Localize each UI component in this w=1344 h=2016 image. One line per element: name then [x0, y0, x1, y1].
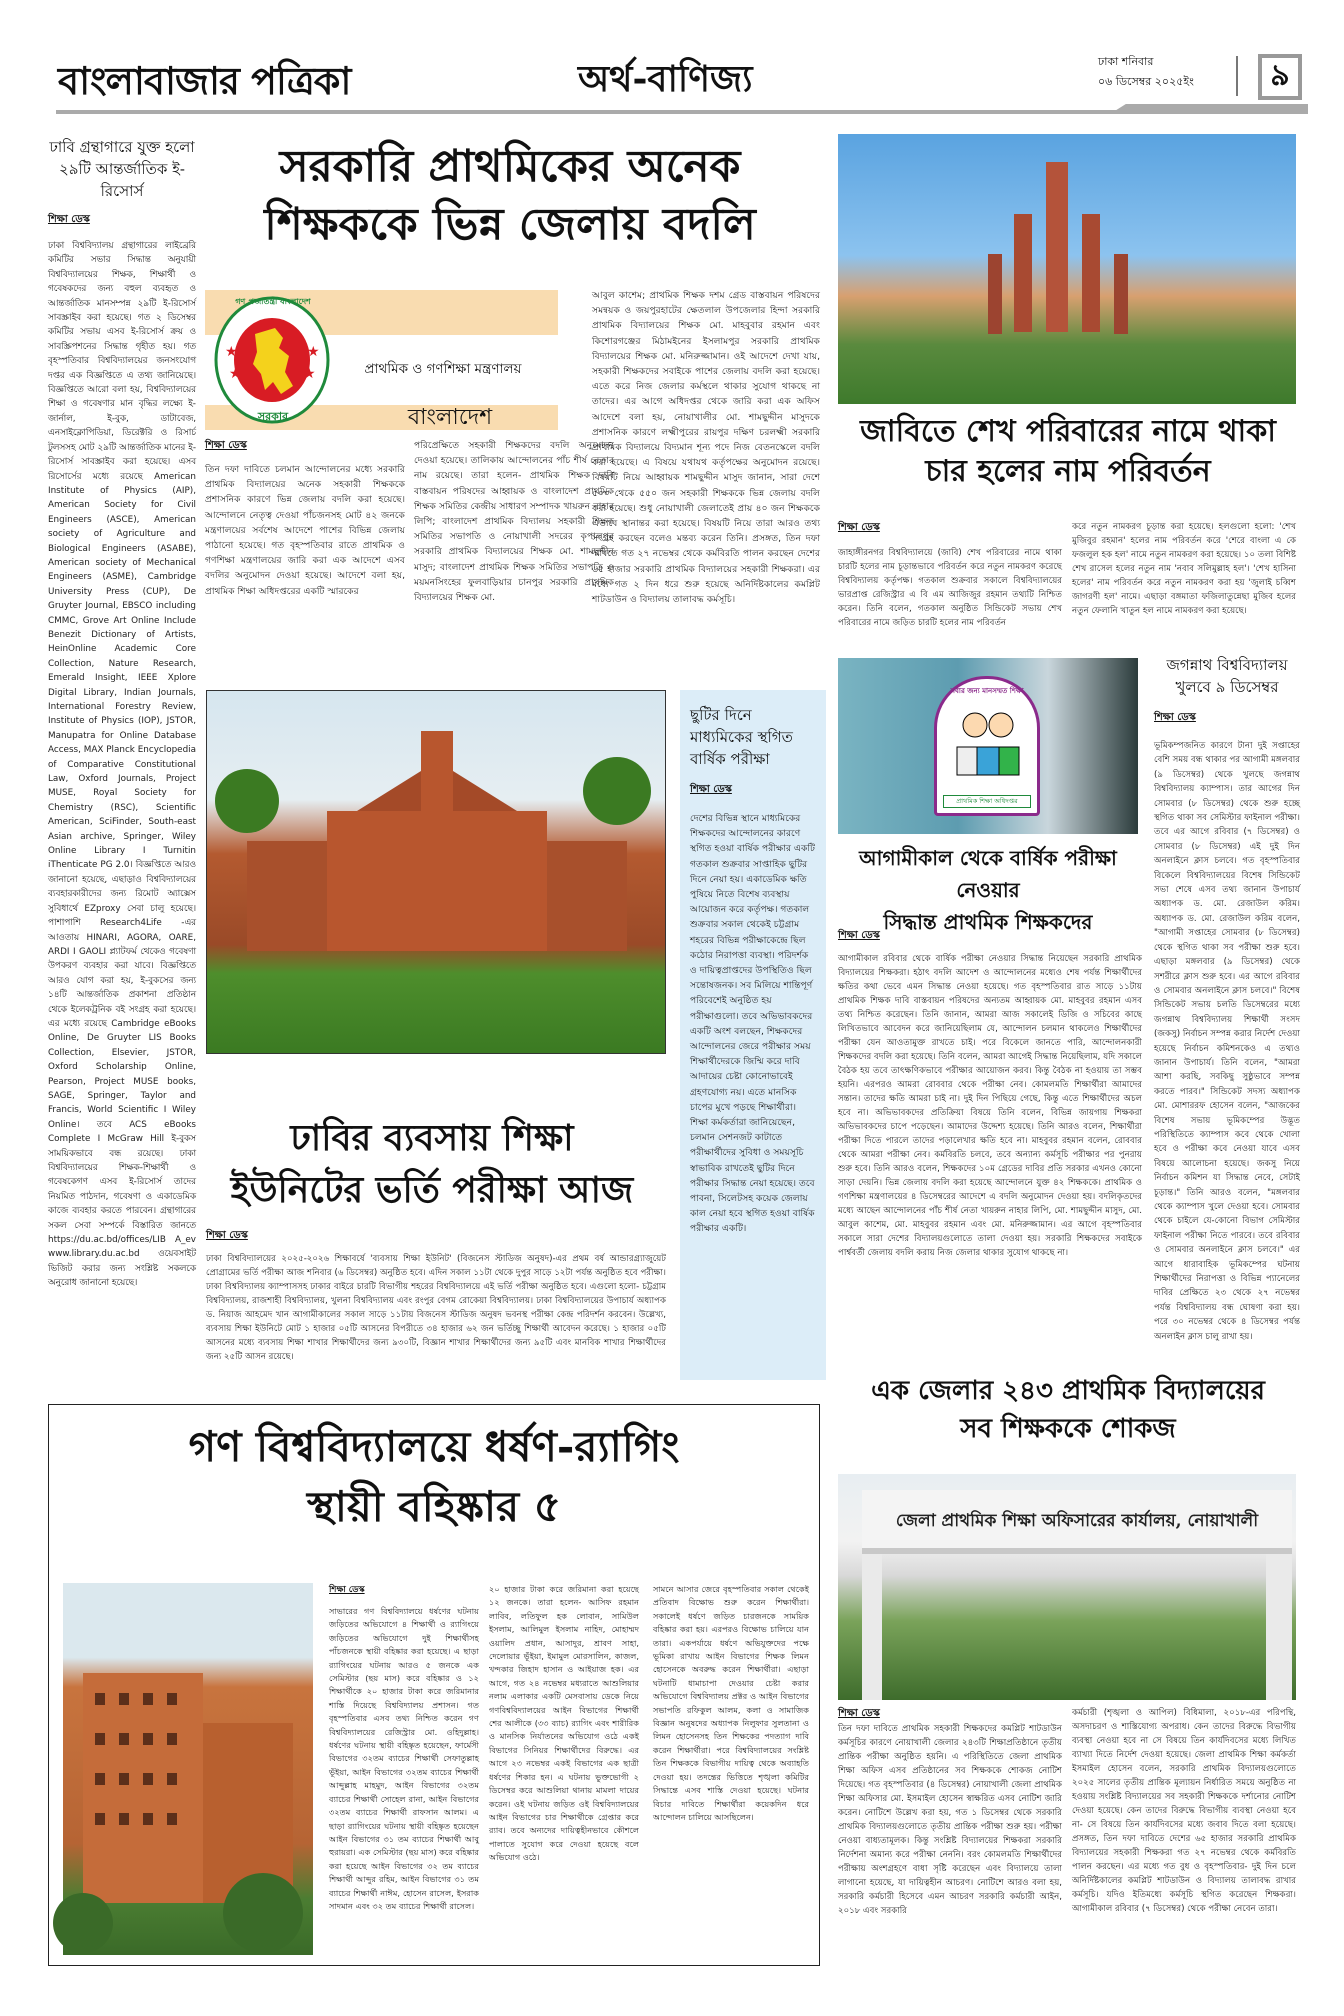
date-block: [1098, 52, 1194, 92]
article-noakhali-headline: [830, 1372, 1306, 1448]
headline: ঢাবি গ্রন্থাগারে যুক্ত হলো ২৯টি আন্তর্জাতিক ই-রিসোর্স: [49, 138, 195, 200]
headline-line-2: সিদ্ধান্ত প্রাথমিক শিক্ষকদের: [883, 910, 1093, 934]
article-primary-exam-body: আগামীকাল রবিবার থেকে বার্ষিক পরীক্ষা নেওয়ার সিদ্ধান্ত নিয়েছেন সরকারি প্রাথমিক বিদ্যালয়ের শিক্ষকরা। হঠাৎ বদলি আদেশ ও আন্দোলনের মধ্যেও শেষ পর্যন্ত শিক্ষার্থীদের ক্ষতির কথা ভেবে এমন সিদ্ধান্ত নেওয়া হয়েছে। গত বৃহস্পতিবার রাত সাড়ে ১১টায় প্রাথমিক শিক্ষক দাবি বাস্তবায়ন পরিষদের অন্যতম আহ্বায়ক মো. মাহবুবর রহমান এসব তথ্য নিশ্চিত করেছেন। তিনি জানান, আমরা আজ সকালেই ডিজি ও সচিবের কাছে লিখিতভাবে আবেদন করে জানিয়েছিলাম যে, আন্দোলন চলমান থাকলেও শিক্ষার্থীদের পরীক্ষা যেন আওতামুক্ত রাখতে চাই। পরে বিকেলে জানতে পারি, আন্দোলনকারী শিক্ষকদের বদলি করা হয়েছে। তিনি বলেন, আমরা আগেই সিদ্ধান্ত নিয়েছিলাম, যদি সকালে বৈঠক হয় তবে তাৎক্ষণিকভাবে পরীক্ষার আয়োজন করব। কিন্তু বৈঠক না হওয়ায় তা সম্ভব হয়নি। এরপরও আমরা রোববার থেকে পরীক্ষা নেব। কোমলমতি শিক্ষার্থীরা আমাদের সন্তান। তাদের ক্ষতি আমরা চাই না। দুই দিন পিছিয়ে গেছে, কিন্তু এতে শিক্ষার্থীদের অচল হবে না। অভিভাবকদের প্রতিক্রিয়া বিষয়ে তিনি বলেন, বিভিন্ন জায়গায় শিক্ষকরা অভিভাবকদের চাপে পড়েছেন। আমাদের উদ্দেশ্য হয়েছে। তিনি আরও বলেন, শিক্ষার্থীরা পরীক্ষা দিতে পারলে তাদের পড়ালেখার ক্ষতি হবে না। মাহবুবর রহমান বলেন, রোববার থেকে আমরা পরীক্ষা নেব। কর্মবিরতি চলবে, তবে অন্যান্য কর্মসূচি পরীক্ষার পর পুনরায় শুরু হবে। তিনি আরও বলেন, শিক্ষকদের ১০ম গ্রেডের দাবির প্রতি সরকার এখনও কোনো সাড়া দেয়নি। ভিন্ন জেলায় বদলি করা হয়েছে আন্দোলনে যুক্ত ৪২ শিক্ষককে। প্রাথমিক ও গণশিক্ষা মন্ত্রণালয়ের ৪ ডিসেম্বরের আদেশে এ বদলি অনুমোদন দেওয়া হয়। বদলিকৃতদের মধ্যে আছেন আন্দোলনের পাঁচ শীর্ষ নেতা খায়রুন নাহার লিপি, মো. শামছুদ্দীন মাসুদ, মো. আবুল কাশেম, মো. মাহবুবর রহমান এবং মো. মনিরুজ্জামান। এর আগে বৃহস্পতিবার সকালে সারা দেশের বিদ্যালয়গুলোতে তালা দেওয়া হয়। সরকারি শিক্ষকদের সবাইকে পার্শ্ববর্তী জেলায় বদলি করায় নিজ জেলার থাকার সুযোগ থাকছে না।: [838, 954, 1142, 1258]
du-curzon-hall-photo: [206, 690, 666, 1054]
date-line-city-day: ঢাকা শনিবার: [1098, 55, 1154, 68]
children-reading-icon: [953, 703, 1023, 783]
article-du-business-byline: [206, 1228, 248, 1245]
article-noakhali-byline: [838, 1706, 880, 1723]
svg-text:★: ★: [225, 344, 238, 360]
svg-text:★: ★: [229, 366, 242, 382]
building-illustration: [63, 1583, 313, 1955]
article-jnu-open: [1154, 654, 1300, 1354]
article-body: ভূমিকম্পজনিত কারণে টানা দুই সপ্তাহের বেশি সময় বন্ধ থাকার পর আগামী মঙ্গলবার (৯ ডিসেম্বর) থেকে খুলছে জগন্নাথ বিশ্ববিদ্যালয় ক্যাম্পাস। তার আগের দিন সোমবার (৮ ডিসেম্বর) থেকে শুরু হচ্ছে স্থগিত থাকা সব সেমিস্টার ফাইনাল পরীক্ষা। তবে এর আগে রবিবার (৭ ডিসেম্বর) ও সোমবার (৮ ডিসেম্বর) এই দুই দিন অনলাইনে ক্লাস চলবে। গত বৃহস্পতিবার বিকেলে বিশ্ববিদ্যালয়ের বিশেষ সিন্ডিকেট সভা শেষে এসব তথ্য জানান উপাচার্য অধ্যাপক ড. মো. রেজাউল করিম। অধ্যাপক ড. মো. রেজাউল করিম বলেন, "আগামী সপ্তাহের সোমবার (৮ ডিসেম্বর) থেকে স্থগিত থাকা সব পরীক্ষা শুরু হবে। এছাড়া মঙ্গলবার (৯ ডিসেম্বর) থেকে সশরীরে ক্লাস শুরু হবে। এর আগে রবিবার ও সোমবার অনলাইনে ক্লাস চলবে।" বিশেষ সিন্ডিকেট সভায় চলতি ডিসেম্বরের মধ্যে জগন্নাথ বিশ্ববিদ্যালয় শিক্ষার্থী সংসদ (জকসু) নির্বাচন সম্পন্ন করার নির্দেশ দেওয়া হয়েছে নির্বাচন কমিশনকেও এ তথ্যও জানান উপাচার্য। তিনি বলেন, "আমরা আশা করছি, সবকিছু সুষ্ঠুভাবে সম্পন্ন করতে পারব।" সিন্ডিকেট সদস্য অধ্যাপক মো. মোশাররফ হোসেন বলেন, "আজকের বিশেষ সভায় ভূমিকম্পের উদ্ভূত পরিস্থিতিতে ক্যাম্পাস কবে থেকে খোলা হবে ও পরীক্ষা কবে নেওয়া যাবে এসব বিষয়ে আলোচনা হয়েছে। জকসু নিয়ে নির্বাচন কমিশন যা সিদ্ধান্ত নেবে, সেটাই চূড়ান্ত।" তিনি আরও বলেন, "মঙ্গলবার থেকে ক্যাম্পাস খুলে দেওয়া হবে। সোমবার থেকে চাইলে যে-কোনো বিভাগ সেমিস্টার ফাইনাল পরীক্ষা নিতে পারবে। তবে রবিবার ও সোমবার অনলাইনে ক্লাস চলবে।" এর আগে ধারাবাহিক ভূমিকম্পের ঘটনায় শিক্ষার্থীদের নিরাপত্তা ও বিভিন্ন প্যানেলের দাবির প্রেক্ষিতে ২৩ থেকে ২৭ নভেম্বর পর্যন্ত বিশ্ববিদ্যালয় বন্ধ ঘোষণা করা হয়। পরে ৩০ নভেম্বর থেকে ৪ ডিসেম্বর পর্যন্ত অনলাইন ক্লাস চালু রাখা হয়।: [1154, 741, 1300, 1342]
article-primary-exam-headline: [830, 842, 1146, 938]
logo-band-text: প্রাথমিক শিক্ষা অধিদপ্তর: [943, 795, 1031, 808]
ministry-name: প্রাথমিক ও গণশিক্ষা মন্ত্রণালয়: [364, 361, 522, 377]
headline-line-1: সরকারি প্রাথমিকের অনেক: [279, 141, 741, 192]
headline-line-1: গণ বিশ্ববিদ্যালয়ে ধর্ষণ-র‍্যাগিং: [188, 1422, 680, 1471]
headline-line-2: ইউনিটের ভর্তি পরীক্ষা আজ: [230, 1169, 634, 1211]
article-ju-halls-byline: [838, 520, 880, 537]
article-ju-halls-col2: করে নতুন নামকরণ চূড়ান্ত করা হয়েছে। হলগুলো হলো: 'শেখ মুজিবুর রহমান' হলের নাম পরিবর্তন করে 'শেরে বাংলা এ কে ফজলুল হক হল' নামে নতুন নামকরণ করা হয়েছে। ১০ তলা বিশিষ্ট শেখ রাসেল হলের নতুন নাম 'নবাব সলিমুল্লাহ হল'। 'শেখ হাসিনা হলের' নাম পরিবর্তন করে নতুন নামকরণ করা হয় 'জুলাই চব্বিশ জাগরণী হল' নামে। এছাড়া বঙ্গমাতা ফজিলাতুন্নেছা মুজিব হলের নতুন ফেলানি খাতুন হল নামে নামকরণ করা হয়েছে।: [1072, 522, 1296, 616]
article-gono-col3: সামনে আসার জেরে বৃহস্পতিবার সকাল থেকেই প্রতিবাদ বিক্ষোভ শুরু করেন শিক্ষার্থীরা। সকালেই ধর্ষণে জড়িত চারজনকে সাময়িক বহিষ্কার করা হয়। এরপরও বিক্ষোভ চালিয়ে যান তারা। একপর্যায়ে ধর্ষণে অভিযুক্তদের পক্ষে ভূমিকা রাখায় আইন বিভাগের শিক্ষক লিমন হোসেনকে অবরুদ্ধ করেন শিক্ষার্থীরা। এছাড়া ঘটনাটি ধামাচাপা দেওয়ার চেষ্টা করার অভিযোগে বিশ্ববিদ্যালয় প্রক্টর ও আইন বিভাগের সভাপতি রফিকুল আলম, কলা ও সামাজিক বিজ্ঞান অনুষদের অধ্যাপক নিলুফার সুলতানা ও লিমন হোসেনসহ তিন শিক্ষকের পদত্যাগ দাবি করেন শিক্ষার্থীরা। পরে বিশ্ববিদ্যালয়ের সংশ্লিষ্ট তিন শিক্ষককে বিভাগীয় দায়িত্ব থেকে অব্যাহতি দেওয়া হয়। তদন্তের ভিত্তিতে শৃঙ্খলা কমিটির সিদ্ধান্তে এসব শাস্তি দেওয়া হয়েছে। ঘটনার বিচার দাবিতে শিক্ষার্থীরা কয়েকদিন ধরে আন্দোলন চালিয়ে আসছিলেন।: [653, 1584, 809, 1822]
logo-ring-text-top: গণ প্রজাতন্ত্রী বাংলাদেশ: [235, 297, 311, 306]
byline: শিক্ষা ডেস্ক: [205, 440, 247, 451]
classroom-photo: [838, 658, 1138, 834]
ministry-logo-banner: [205, 290, 558, 430]
headline: [49, 1417, 819, 1537]
headline-line-1: জাবিতে শেখ পরিবারের নামে থাকা: [860, 414, 1276, 449]
country-name: বাংলাদেশ: [407, 405, 493, 430]
article-body: ঢাকা বিশ্ববিদ্যালয় গ্রন্থাগারের লাইব্রেরি কমিটির সভার সিদ্ধান্ত অনুযায়ী বিশ্ববিদ্যালয়ের শিক্ষক, শিক্ষার্থী ও গবেষকদের জন্য বহুল ব্যবহৃত ও আন্তর্জাতিক মানসম্পন্ন ২৯টি ই-রিসোর্স সাবস্ক্রাইব করা হয়েছে। গত ২ ডিসেম্বর কমিটির সভায় এসব ই-রিসোর্স ক্রয় ও সাবস্ক্রিপশনের সিদ্ধান্ত গৃহীত হয়। গত বৃহস্পতিবার বিশ্ববিদ্যালয়ের জনসংযোগ দপ্তর এক বিজ্ঞপ্তিতে এ তথ্য জানিয়েছে। বিজ্ঞপ্তিতে আরো বলা হয়, বিশ্ববিদ্যালয়ের শিক্ষা ও গবেষণার মান বৃদ্ধির লক্ষ্যে ই-জার্নাল, ই-বুক, ডাটাবেজ, এনসাইক্লোপিডিয়া, ডিরেক্টরি ও রিসার্চ টুলসসহ মোট ২৯টি আন্তর্জাতিক মানের ই-রিসোর্স সাবস্ক্রাইব করা হয়েছে। এসব রিসোর্সের মধ্যে রয়েছে American Institute of Physics (AIP), American Society for Civil Engineers (ASCE), American society of Agriculture and Biological Engineers (ASABE), American society of Mechanical Engineers (ASME), Cambridge University Press (CUP), De Gruyter Journal, EBSCO including CMMC, Grove Art Online Include Benezit Dictionary of Artists, HeinOnline Academic Core Collection, Nature Research, Emerald Insight, IEEE Xplore Digital Library, Indian Journals, International Forestry Review, Institute of Physics (IOP), JSTOR, Manupatra for Online Database Access, MAX Planck Encyclopedia of Comparative Constitutional Law, Oxford Journals, Project MUSE, Royal Society for Chemistry (RSC), Scientific American, SciFinder, South-east Asian archive, Springer, Wiley Online Library I Turnitin iThenticate PG 2.0। বিজ্ঞপ্তিতে আরও জানানো হয়েছে, এছাড়াও বিশ্ববিদ্যালয়ের ব্যবহারকারীদের জন্য রিমোট অ্যাক্সেস সুবিধার্থে EZproxy সেবা চালু হয়েছে। পাশাপাশি Research4Life -এর আওতায় HINARI, AGORA, OARE, ARDI I GAOLI প্ল্যাটফর্ম থেকেও গবেষণা উপকরণ ব্যবহার করা যাবে। বিজ্ঞপ্তিতে আরও যোগ করা হয়, ই-বুকসের জন্য ১৪টি আন্তর্জাতিক প্রকাশনা প্রতিষ্ঠান থেকে ইলেকট্রনিক বই সংগ্রহ করা হয়েছে। এর মধ্যে রয়েছে Cambridge eBooks Online, De Gruyter LIS Books Collection, Elsevier, JSTOR, Oxford Scholarship Online, Pearson, Project MUSE books, SAGE, Springer, Taylor and Francis, World Scientific I Wiley Online। তবে ACS eBooks Complete I McGraw Hill ই-বুকস সাময়িকভাবে বন্ধ রয়েছে। ঢাকা বিশ্ববিদ্যালয়ের শিক্ষক-শিক্ষার্থী ও গবেষকেগণ এসব ই-রিসোর্স তাদের নিয়মিত পাঠদান, গবেষণা ও একাডেমিক কাজে ব্যবহার করতে পারবেন। গ্রন্থাগারের সকল সেবা সম্পর্কে বিস্তারিত জানতে https://du.ac.bd/offices/LIB A_ev www.library.du.ac.bd ওয়েবসাইট ভিজিট করার জন্য সংশ্লিষ্ট সকলকে অনুরোধ জানানো হয়েছে।: [48, 241, 196, 1289]
headline: জগন্নাথ বিশ্ববিদ্যালয় খুলবে ৯ ডিসেম্বর: [1166, 656, 1288, 696]
article-ju-halls-headline: [830, 412, 1306, 492]
headline-line-2: শিক্ষককে ভিন্ন জেলায় বদলি: [264, 199, 756, 250]
byline: শিক্ষা ডেস্ক: [329, 1585, 365, 1595]
headline-line-1: এক জেলার ২৪৩ প্রাথমিক বিদ্যালয়ের: [871, 1376, 1265, 1406]
byline: শিক্ষা ডেস্ক: [838, 930, 880, 941]
article-du-business-headline: [200, 1112, 664, 1216]
govt-seal-icon: [213, 294, 331, 426]
article-teacher-transfer-col3: আবুল কাশেম; প্রাথমিক শিক্ষক দশম গ্রেড বাস্তবায়ন পরিষদের সমন্বয়ক ও জয়পুরহাটের ক্ষেতলাল উপজেলার হিন্দা সরকারি প্রাথমিক বিদ্যালয়ের শিক্ষক মো. মাহবুবার রহমান এবং কিশোরগঞ্জের মিঠামইনের ইসলামপুর সরকারি প্রাথমিক বিদ্যালয়ের শিক্ষক মো. মনিরুজ্জামান। ওই আদেশে দেখা যায়, সহকারী শিক্ষকদের সবাইকে পাশের জেলায় বদলি করা হয়েছে। এতে করে নিজ জেলার কর্মস্থলে থাকার সুযোগ থাকছে না তাদের। এর আগে অধিদপ্তর থেকে জারি করা এক অফিস আদেশে বলা হয়, নোয়াখালীর মো. শামছুদ্দীন মাসুদকে প্রশাসনিক কারণে লক্ষ্মীপুরের রায়পুর দক্ষিণ চরলক্ষ্মী সরকারি প্রাথমিক বিদ্যালয়ে বিদ্যমান শূন্য পদে নিজ বেতনস্কেলে বদলি করা হয়েছে। এ বিষয়ে যথাযথ কর্তৃপক্ষের অনুমোদন রয়েছে। বিষয়টি নিয়ে আহ্বায়ক শামছুদ্দীন মাসুদ জানান, সারা দেশে ৫০০ থেকে ৫৫০ জন সহকারী শিক্ষককে ভিন্ন জেলায় বদলি করা হয়েছে। শুধু নোয়াখালী জেলাতেই প্রায় ৪০ জন শিক্ষককে এভাবে স্থানান্তর করা হয়েছে। বিষয়টি নিয়ে তারা আরও তথ্য সংগ্রহ করছেন বলেও মন্তব্য করেন তিনি। প্রসঙ্গত, তিন দফা দাবিতে গত ২৭ নভেম্বর থেকে কর্মবিরতি পালন করছেন দেশের ৬৫ হাজার সরকারি প্রাথমিক বিদ্যালয়ের সহকারী শিক্ষকরা। এর মধ্যে গত ২ দিন ধরে শুরু হয়েছে অনির্দিষ্টকালের কমপ্লিট শাটডাউন ও বিদ্যালয় তালাবদ্ধ কর্মসূচি।: [592, 290, 820, 606]
byline: শিক্ষা ডেস্ক: [838, 1708, 880, 1719]
byline: শিক্ষা ডেস্ক: [838, 522, 880, 533]
byline: শিক্ষা ডেস্ক: [206, 1230, 248, 1241]
monument-illustration: [838, 134, 1296, 404]
gate-pillar-right: [1266, 1554, 1292, 1700]
primary-education-logo: [934, 676, 1040, 816]
headline-line-2: স্থায়ী বহিষ্কার ৫: [306, 1482, 562, 1531]
article-teacher-transfer-byline: [205, 438, 247, 455]
article-ju-halls-col1: জাহাঙ্গীরনগর বিশ্ববিদ্যালয়ে (জাবি) শেখ পরিবারের নামে থাকা চারটি হলের নাম চূড়ান্তভাবে পরিবর্তন করে নতুন নামকরণ করেছে বিশ্ববিদ্যালয় কর্তৃপক্ষ। গতকাল শুক্রবার সকালে বিশ্ববিদ্যালয়ের ভারপ্রাপ্ত রেজিস্ট্রার এ বি এম আজিজুর রহমান তথ্যটি নিশ্চিত করেন। তিনি বলেন, গতকাল অনুষ্ঠিত সিন্ডিকেট সভায় শেখ পরিবারের নামে জড়িত চারটি হলের নাম পরিবর্তন: [838, 548, 1062, 628]
byline-wrap: [329, 1583, 365, 1597]
headline-line-2: সব শিক্ষককে শোকজ: [960, 1414, 1176, 1444]
building-illustration: [207, 691, 667, 1055]
header-rule: [56, 110, 1308, 114]
headline: ছুটির দিনে মাধ্যমিকের স্থগিত বার্ষিক পরীক্ষা: [690, 706, 793, 768]
article-du-business-body: ঢাকা বিশ্ববিদ্যালয়ের ২০২৫-২০২৬ শিক্ষাবর্ষে 'ব্যবসায় শিক্ষা ইউনিট' (বিজনেস স্টাডিজ অনুষদ)-এর প্রথম বর্ষ আন্ডারগ্র্যাজুয়েট প্রোগ্রামের ভর্তি পরীক্ষা আজ শনিবার (৬ ডিসেম্বর) অনুষ্ঠিত হবে। এদিন সকাল ১১টা থেকে দুপুর সাড়ে ১২টা পর্যন্ত অনুষ্ঠিত হবে পরীক্ষা। ঢাকা বিশ্ববিদ্যালয় ক্যাম্পাসসহ ঢাকার বাইরে চারটি বিভাগীয় শহরের বিশ্ববিদ্যালয়ে এই ভর্তি পরীক্ষা অনুষ্ঠিত হবে। এগুলো হলো- চট্টগ্রাম বিশ্ববিদ্যালয়, রাজশাহী বিশ্ববিদ্যালয়, খুলনা বিশ্ববিদ্যালয় এবং রংপুর বেগম রোকেয়া বিশ্ববিদ্যালয়। ঢাকা বিশ্ববিদ্যালয়ের উপাচার্য অধ্যাপক ড. নিয়াজ আহমেদ খান আগামীকালের সকাল সাড়ে ১১টায় বিজনেস স্টাডিজ অনুষদ ভবনস্থ পরীক্ষা কেন্দ্র পরিদর্শন করবেন। উল্লেখ্য, ব্যবসায় শিক্ষা ইউনিটে মোট ১ হাজার ০৫টি আসনের বিপরীতে ৩৪ হাজার ৬২ জন ভর্তিচ্ছু শিক্ষার্থী আবেদন করেছে। ১ হাজার ০৫টি আসনের মধ্যে ব্যবসায় শিক্ষা শাখার শিক্ষার্থীদের জন্য ৯৩০টি, বিজ্ঞান শাখার শিক্ষার্থীদের জন্য ৯৫টি এবং মানবিক শাখার শিক্ষার্থীদের জন্য ২৫টি আসন রয়েছে।: [206, 1254, 666, 1362]
gate-pillar-left: [862, 1554, 882, 1700]
office-sign-text: জেলা প্রাথমিক শিক্ষা অফিসারের কার্যালয়, নোয়াখালী: [895, 1511, 1259, 1531]
article-teacher-transfer-col1: তিন দফা দাবিতে চলমান আন্দোলনের মধ্যে সরকারি প্রাথমিক বিদ্যালয়ের অনেক সহকারী শিক্ষককে প্রশাসনিক কারণে ভিন্ন জেলায় বদলি করা হয়েছে। আন্দোলনে নেতৃত্ব দেওয়া পাঁচজনসহ মোট ৪২ জনকে মন্ত্রণালয়ের সর্বশেষ আদেশে পাশের বিভিন্ন জেলায় পাঠানো হয়েছে। গত বৃহস্পতিবার রাতে প্রাথমিক ও গণশিক্ষা মন্ত্রণালয়ের জারি করা এক আদেশে এসব বদলির অনুমোদন দেওয়া হয়েছে। আদেশে বলা হয়, প্রাথমিক শিক্ষা অধিদপ্তরের একটি স্মারকের: [205, 464, 405, 597]
header-divider: [1236, 56, 1238, 96]
article-gono-col1: সাভারের গণ বিশ্ববিদ্যালয়ে ধর্ষণের ঘটনায় জড়িতের অভিযোগে ৪ শিক্ষার্থী ও র‍্যাগিংয়ে জড়িতের অভিযোগে দুই শিক্ষার্থীসহ পাঁচজনকে স্থায়ী বহিষ্কার করা হয়েছে। এ ছাড়া র‍্যাগিংয়ের ঘটনায় আরও ৫ জনকে এক সেমিস্টার (ছয় মাস) করে বহিষ্কার ও ১২ শিক্ষার্থীকে ২০ হাজার টাকা করে জরিমানার শাস্তি দিয়েছে বিশ্ববিদ্যালয় প্রশাসন। গত বৃহস্পতিবার এসব তথ্য নিশ্চিত করেন গণ বিশ্ববিদ্যালয়ের রেজিস্ট্রার মো. ওহিদুল্লাহ। ধর্ষণের ঘটনায় স্থায়ী বহিষ্কৃত হয়েছেন, ফার্মেসী বিভাগের ৩২তম ব্যাচের শিক্ষার্থী সেফাতুল্লাহ ভূঁইয়া, আইন বিভাগের ৩২তম ব্যাচের শিক্ষার্থী আব্দুল্লাহ মাহমুদ, আইন বিভাগের ৩২তম ব্যাচের শিক্ষার্থী সোহেল রানা, আইন বিভাগের ৩২তম ব্যাচের শিক্ষার্থী রাফসান আলম। এ ছাড়া র‍্যাগিংয়ের ঘটনায় স্থায়ী বহিষ্কৃত হয়েছেন আইন বিভাগের ৩১ তম ব্যাচের শিক্ষার্থী আবু হুরায়রা। এক সেমিস্টার (ছয় মাস) করে বহিষ্কার করা হয়েছে আইন বিভাগের ৩২ তম ব্যাচের শিক্ষার্থী আব্দুর রহিম, আইন বিভাগের ৩১ তম ব্যাচের শিক্ষার্থী নাঈম, হোসেন রাসেল, ইসরাক সাদমান এবং ৩২ তম ব্যাচের শিক্ষার্থী রাসেল।: [329, 1606, 479, 1911]
byline: শিক্ষা ডেস্ক: [48, 214, 90, 225]
article-noakhali-col2: কর্মচারী (শৃঙ্খলা ও আপিল) বিধিমালা, ২০১৮-এর পরিপন্থি, অসদাচরণ ও শাস্তিযোগ্য অপরাধ। কেন তাদের বিরুদ্ধে বিভাগীয় ব্যবস্থা নেওয়া হবে না সে বিষয়ে তিন কার্যদিবসের মধ্যে লিখিত ব্যাখ্যা দিতে নির্দেশ দেওয়া হয়েছে। জেলা প্রাথমিক শিক্ষা কর্মকর্তা ইসমাইল হোসেন বলেন, সরকারি প্রাথমিক বিদ্যালয়গুলোতে ২০২৫ সালের তৃতীয় প্রান্তিক মূল্যায়ন নির্ধারিত সময়ে অনুষ্ঠিত না হওয়ায় সংশ্লিষ্ট বিদ্যালয়ের সব সহকারী শিক্ষককে দর্শানোর নোটিশ দেওয়া হয়েছে। কেন তাদের বিরুদ্ধে বিভাগীয় ব্যবস্থা নেওয়া হবে না- সে বিষয়ে তিন কার্যদিবসের মধ্যে জবাব দিতে বলা হয়েছে। প্রসঙ্গত, তিন দফা দাবিতে দেশের ৬৫ হাজার সরকারি প্রাথমিক বিদ্যালয়ের সহকারী শিক্ষকরা গত ২৭ নভেম্বর থেকে কর্মবিরতি পালন করছেন। এর মধ্যে গত বুধ ও বৃহস্পতিবার- দুই দিন চলে অনির্দিষ্টকালের কমপ্লিট শাটডাউন ও বিদ্যালয় তালাবদ্ধ রাখার কর্মসূচি। যদিও ইতিমধ্যে কর্মসূচি স্থগিত করেছেন শিক্ষকরা। আগামীকাল রবিবার (৭ ডিসেম্বর) থেকে পরীক্ষা নেবেন তারা।: [1072, 1708, 1296, 1914]
article-primary-exam-byline: [838, 928, 880, 945]
section-title: অর্থ-বাণিজ্য: [578, 58, 753, 100]
ju-monument-photo: [838, 134, 1296, 404]
logo-arc-text: সবার জন্য মানসম্মত শিক্ষা: [950, 687, 1024, 695]
article-secondary-exam: [680, 690, 826, 1380]
article-noakhali-col1: তিন দফা দাবিতে প্রাথমিক সহকারী শিক্ষকদের কমপ্লিট শাটডাউন কর্মসূচির কারণে নোয়াখালী জেলার ২৪৩টি শিক্ষাপ্রতিষ্ঠানে তৃতীয় প্রান্তিক পরীক্ষা অনুষ্ঠিত হয়নি। এ পরিস্থিতিতে জেলা প্রাথমিক শিক্ষা অফিস এসব প্রতিষ্ঠানের সব শিক্ষককে শোকজ নোটিশ দিয়েছে। গত বৃহস্পতিবার (৪ ডিসেম্বর) নোয়াখালী জেলা প্রাথমিক শিক্ষা অফিসার মো. ইসমাইল হোসেন স্বাক্ষরিত এসব নোটিশ জারি করেন। নোটিশে উল্লেখ করা হয়, গত ১ ডিসেম্বর থেকে সরকারি প্রাথমিক বিদ্যালয়গুলোতে তৃতীয় প্রান্তিক পরীক্ষা শুরু হয়। পরীক্ষা নেওয়া বাধ্যতামূলক। কিন্তু সংশ্লিষ্ট বিদ্যালয়ের শিক্ষকরা সরকারি নির্দেশনা অমান্য করে পরীক্ষা নেননি। বরং কোমলমতি শিক্ষার্থীদের পরীক্ষায় অংশগ্রহণে বাধা সৃষ্টি করেছেন এবং বিদ্যালয়ে তালা লাগানো হয়েছে, যা দায়িত্বহীন আচরণ। নোটিশে আরও বলা হয়, সরকারি কর্মচারী হিসেবে এমন আচরণ সরকারি কর্মচারী আইন, ২০১৮ এবং সরকারি: [838, 1724, 1062, 1916]
svg-text:★: ★: [307, 344, 320, 360]
article-teacher-transfer-col2: পরিপ্রেক্ষিতে সহকারী শিক্ষকদের বদলি অনুমোদন দেওয়া হয়েছে। তালিকায় আন্দোলনের পাঁচ শীর্ষ নেতার নাম রয়েছে। তারা হলেন- প্রাথমিক শিক্ষক দাবি বাস্তবায়ন পরিষদের আহ্বায়ক ও বাংলাদেশ প্রাথমিক শিক্ষক সমিতির কেন্দ্রীয় সাধারণ সম্পাদক খায়রুন নাহার লিপি; বাংলাদেশ প্রাথমিক বিদ্যালয় সহকারী শিক্ষক সমিতির সভাপতি ও নোয়াখালী সদরের কৃপালপুর সরকারি প্রাথমিক বিদ্যালয়ের শিক্ষক মো. শামছুদ্দীন মাসুদ; বাংলাদেশ প্রাথমিক শিক্ষক সমিতির সভাপতি ও ময়মনসিংহের ফুলবাড়িয়ার চানপুর সরকারি প্রাথমিক বিদ্যালয়ের শিক্ষক মো.: [414, 440, 614, 604]
article-teacher-transfer-headline: [200, 138, 820, 254]
article-du-library: [48, 136, 196, 1396]
headline-line-2: চার হলের নাম পরিবর্তন: [925, 454, 1211, 489]
newspaper-name: বাংলাবাজার পত্রিকা: [58, 58, 351, 103]
noakhali-office-gate-photo: [838, 1474, 1296, 1700]
article-gono-university-box: [48, 1404, 820, 1966]
byline: শিক্ষা ডেস্ক: [1154, 712, 1196, 723]
date-line-date: ০৬ ডিসেম্বর ২০২৫ইং: [1098, 75, 1194, 88]
logo-ring-text-bottom: সরকার: [257, 410, 289, 423]
page-number: ৯: [1258, 54, 1302, 100]
svg-text:★: ★: [303, 366, 316, 382]
article-body: দেশের বিভিন্ন স্থানে মাধ্যমিকের শিক্ষকদের আন্দোলনের কারণে স্থগিত হওয়া বার্ষিক পরীক্ষার একটি গতকাল শুক্রবার সাপ্তাহিক ছুটির দিনে নেয়া হয়। একাডেমিক ক্ষতি পুষিয়ে নিতে বিশেষ ব্যবস্থায় আয়োজন করে কর্তৃপক্ষ। গতকাল শুক্রবার সকাল থেকেই চট্টগ্রাম শহরের বিভিন্ন পরীক্ষাকেন্দ্রে ছিল কঠোর নিরাপত্তা ব্যবস্থা। পরিদর্শক ও দায়িত্বপ্রাপ্তদের উপস্থিতিও ছিল সন্তোষজনক। সব মিলিয়ে শান্তিপূর্ণ পরিবেশেই অনুষ্ঠিত হয় পরীক্ষাগুলো। তবে অভিভাবকদের একটি অংশ বলছেন, শিক্ষকদের আন্দোলনের জেরে পরীক্ষার সময় শিক্ষার্থীদেরকে জিম্মি করে দাবি আদায়ের চেষ্টা কোনোভাবেই গ্রহণযোগ্য নয়। এতে মানসিক চাপের মুখে পড়ছে শিক্ষার্থীরা। শিক্ষা কর্মকর্তারা জানিয়েছেন, চলমান সেশনজট কাটাতে পরীক্ষার্থীদের সুবিধা ও সময়সূচি স্বাভাবিক রাখতেই ছুটির দিনে পরীক্ষার সিদ্ধান্ত নেয়া হয়েছে। তবে পাবনা, সিলেটসহ কয়েক জেলায় কাল নেয়া হবে স্থগিত হওয়া বার্ষিক পরীক্ষার একটি।: [690, 813, 816, 1235]
headline-line-1: ঢাবির ব্যবসায় শিক্ষা: [290, 1117, 574, 1159]
article-gono-col2: ২০ হাজার টাকা করে জরিমানা করা হয়েছে ১২ জনকে। তারা হলেন- আসিফ রহমান লাবিব, লতিফুল হক লোবান, সামিউল ইসলাম, আলিমুল ইসলাম নাহিদ, মোহাম্মদ ওয়ালিদ প্রধান, আসাদুর, শ্রাবণ সাহা, দেলোয়ার ভূঁইয়া, ইমামুল মোরসালিন, কাজল, খন্দকার জিহাদ হাসান ও আইয়াজ হক। এর আগে, গত ২৪ নভেম্বর মধ্যরাতে আশুলিয়ার নলাম এলাকার একটি মেসবাসায় ডেকে নিয়ে গণবিশ্ববিদ্যালয়ের আইন বিভাগের শিক্ষার্থী শের আলীকে (৩৩ ব্যাচ) র‍্যাগিং এবং শারীরিক ও মানসিক নির্যাতনের অভিযোগ ওঠে একই বিভাগের সিনিয়র শিক্ষার্থীদের বিরুদ্ধে। এর আগে ২৩ নভেম্বর একই বিভাগের এক ছাত্রী ধর্ষণের শিকার হন। এ ঘটনায় ভুক্তভোগী ২ ডিসেম্বর করে আশুলিয়া থানায় মামলা দায়ের করেন। ওই ঘটনায় জড়িত ওই বিশ্ববিদ্যালয়ের আইন বিভাগের চার শিক্ষার্থীকে গ্রেপ্তার করে র‍্যাব। তবে অন্যদের দায়িত্বহীনভাবে কৌশলে পালাতে সুযোগ করে দেওয়া হয়েছে বলে অভিযোগ ওঠে।: [489, 1584, 639, 1863]
headline-line-1: আগামীকাল থেকে বার্ষিক পরীক্ষা নেওয়ার: [859, 846, 1117, 902]
byline: শিক্ষা ডেস্ক: [690, 784, 732, 795]
gono-university-building-photo: [63, 1583, 313, 1955]
office-sign-board: [862, 1490, 1292, 1554]
